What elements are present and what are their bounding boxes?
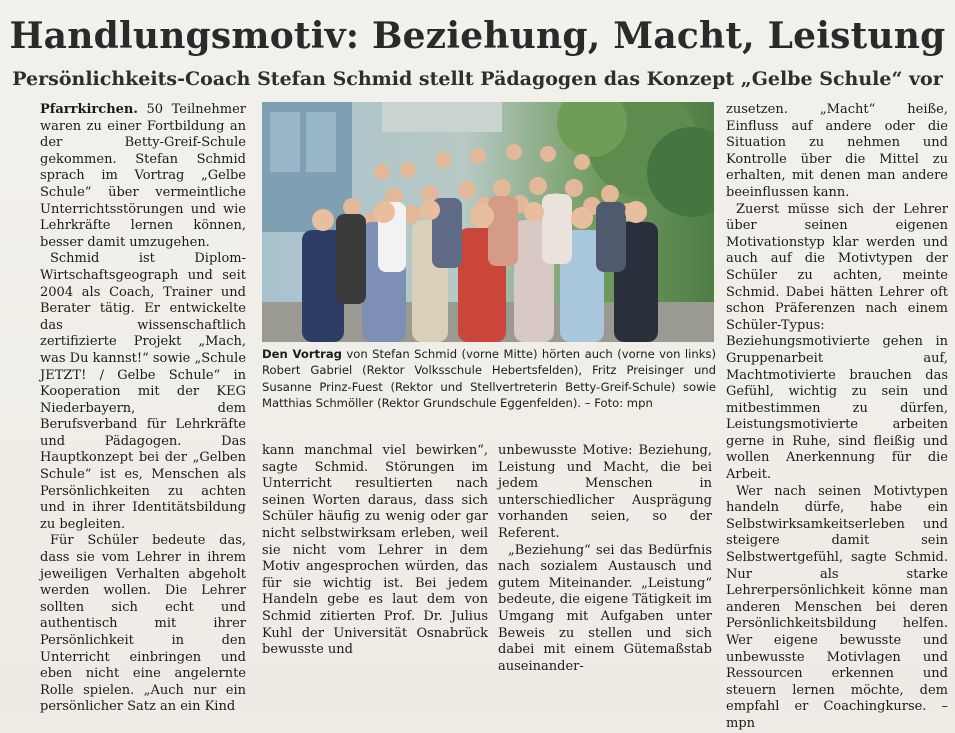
caption-lead: Den Vortrag (262, 347, 342, 361)
article-column-1 (40, 102, 246, 716)
photo-caption (262, 346, 716, 412)
headline: Handlungsmotiv: Beziehung, Macht, Leistung (9, 15, 946, 57)
group-photo (262, 102, 714, 342)
paragraph: Zuerst müsse sich der Lehrer über seinen eigenen Motivationstyp klar werden und auch auf die Motivtypen der Schüler zu achten, meinte Schmid. Dabei hätten Lehrer oft schon Präferenzen nach einem Schüler-Typus: Beziehungsmotivierte gehen in Gruppenarbeit auf, Machtmotivierte brauchen das Gefühl, wichtig zu sein und mitbestimmen zu dürfen, Leistungsmotivierte arbeiten gerne in Ruhe, sind fleißig und wollen Anerkennung für die Arbeit. (726, 201, 948, 483)
paragraph: „Beziehung“ sei das Bedürfnis nach sozialem Austausch und gutem Miteinander. „Leistung“ bedeute, die eigene Tätigkeit im Umgang mit Aufgaben unter Beweis zu stellen und sich dabei mit einem Gütemaßstab auseinander- (498, 542, 712, 674)
article-column-4 (726, 102, 948, 733)
paragraph: unbewusste Motive: Beziehung, Leistung und Macht, die bei jedem Menschen in unterschiedlicher Ausprägung vorhanden seien, so der Referent. (498, 443, 712, 541)
paragraph: zusetzen. „Macht“ heiße, Einfluss auf andere oder die Situation zu nehmen und Kontrolle über die Mittel zu erhalten, mit denen man andere beeinflussen kann. (726, 102, 948, 200)
article-column-3 (498, 443, 712, 675)
caption-text: von Stefan Schmid (vorne Mitte) hörten auch (vorne von links) Robert Gabriel (Rektor Volksschule Hebertsfelden), Fritz Preisinger und Susanne Prinz-Fuest (Rektor und Stellvertreterin Betty-Greif-Schule) sowie Matthias Schmöller (Rektor Grundschule Eggenfelden). – Foto: mpn (262, 347, 716, 411)
paragraph: kann manchmal viel bewirken“, sagte Schmid. Störungen im Unterricht resultierten nach seinen Worten daraus, dass sich Schüler häufig zu wenig oder gar nicht selbstwirksam erleben, weil sie nicht vom Lehrer in dem Motiv angesprochen würden, das für sie wichtig ist. Bei jedem Handeln gebe es laut dem von Schmid zitierten Prof. Dr. Julius Kuhl der Universität Osnabrück bewusste und (262, 443, 488, 658)
paragraph: Für Schüler bedeute das, dass sie vom Lehrer in ihrem jeweiligen Verhalten abgeholt werden wollen. Die Lehrer sollten sich echt und authentisch mit ihrer Persönlichkeit in den Unterricht einbringen und eben nicht eine angelernte Rolle spielen. „Auch nur ein persönlicher Satz an ein Kind (40, 533, 246, 715)
article-column-2 (262, 443, 488, 659)
subheadline: Persönlichkeits-Coach Stefan Schmid stellt Pädagogen das Konzept „Gelbe Schule“ vor (12, 68, 943, 90)
paragraph: Pfarrkirchen. 50 Teilnehmer waren zu einer Fortbildung an der Betty-Greif-Schule gekommen. Stefan Schmid sprach im Vortrag „Gelbe Schule“ über vermeintliche Unterrichtsstörungen und wie Lehrkräfte lernen können, besser damit umzugehen. (40, 102, 246, 250)
dateline: Pfarrkirchen. (40, 102, 138, 117)
paragraph: Wer nach seinen Motivtypen handeln dürfe, habe ein Selbstwirksamkeitserleben und steigere damit sein Selbstwertgefühl, sagte Schmid. Nur als starke Lehrerpersönlichkeit könne man anderen Menschen bei deren Persönlichkeitsbildung helfen. Wer eigene bewusste und unbewusste Motivlagen und Ressourcen erkennen und steuern lernen möchte, dem empfahl er Coachingkurse. – mpn (726, 483, 948, 731)
group-photo-illustration (262, 102, 714, 342)
bleed-through-text (380, 0, 720, 14)
paragraph: Schmid ist Diplom-Wirtschaftsgeograph und seit 2004 als Coach, Trainer und Berater tätig. Er entwickelte das wissenschaftlich zertifizierte Projekt „Mach, was Du kannst!“ sowie „Schule JETZT! / Gelbe Schule“ in Kooperation mit der KEG Niederbayern, dem Berufsverband für Lehrkräfte und Pädagogen. Das Hauptkonzept bei der „Gelben Schule“ ist es, Menschen als Persönlichkeiten zu achten und in ihrer Identitätsbildung zu begleiten. (40, 251, 247, 532)
